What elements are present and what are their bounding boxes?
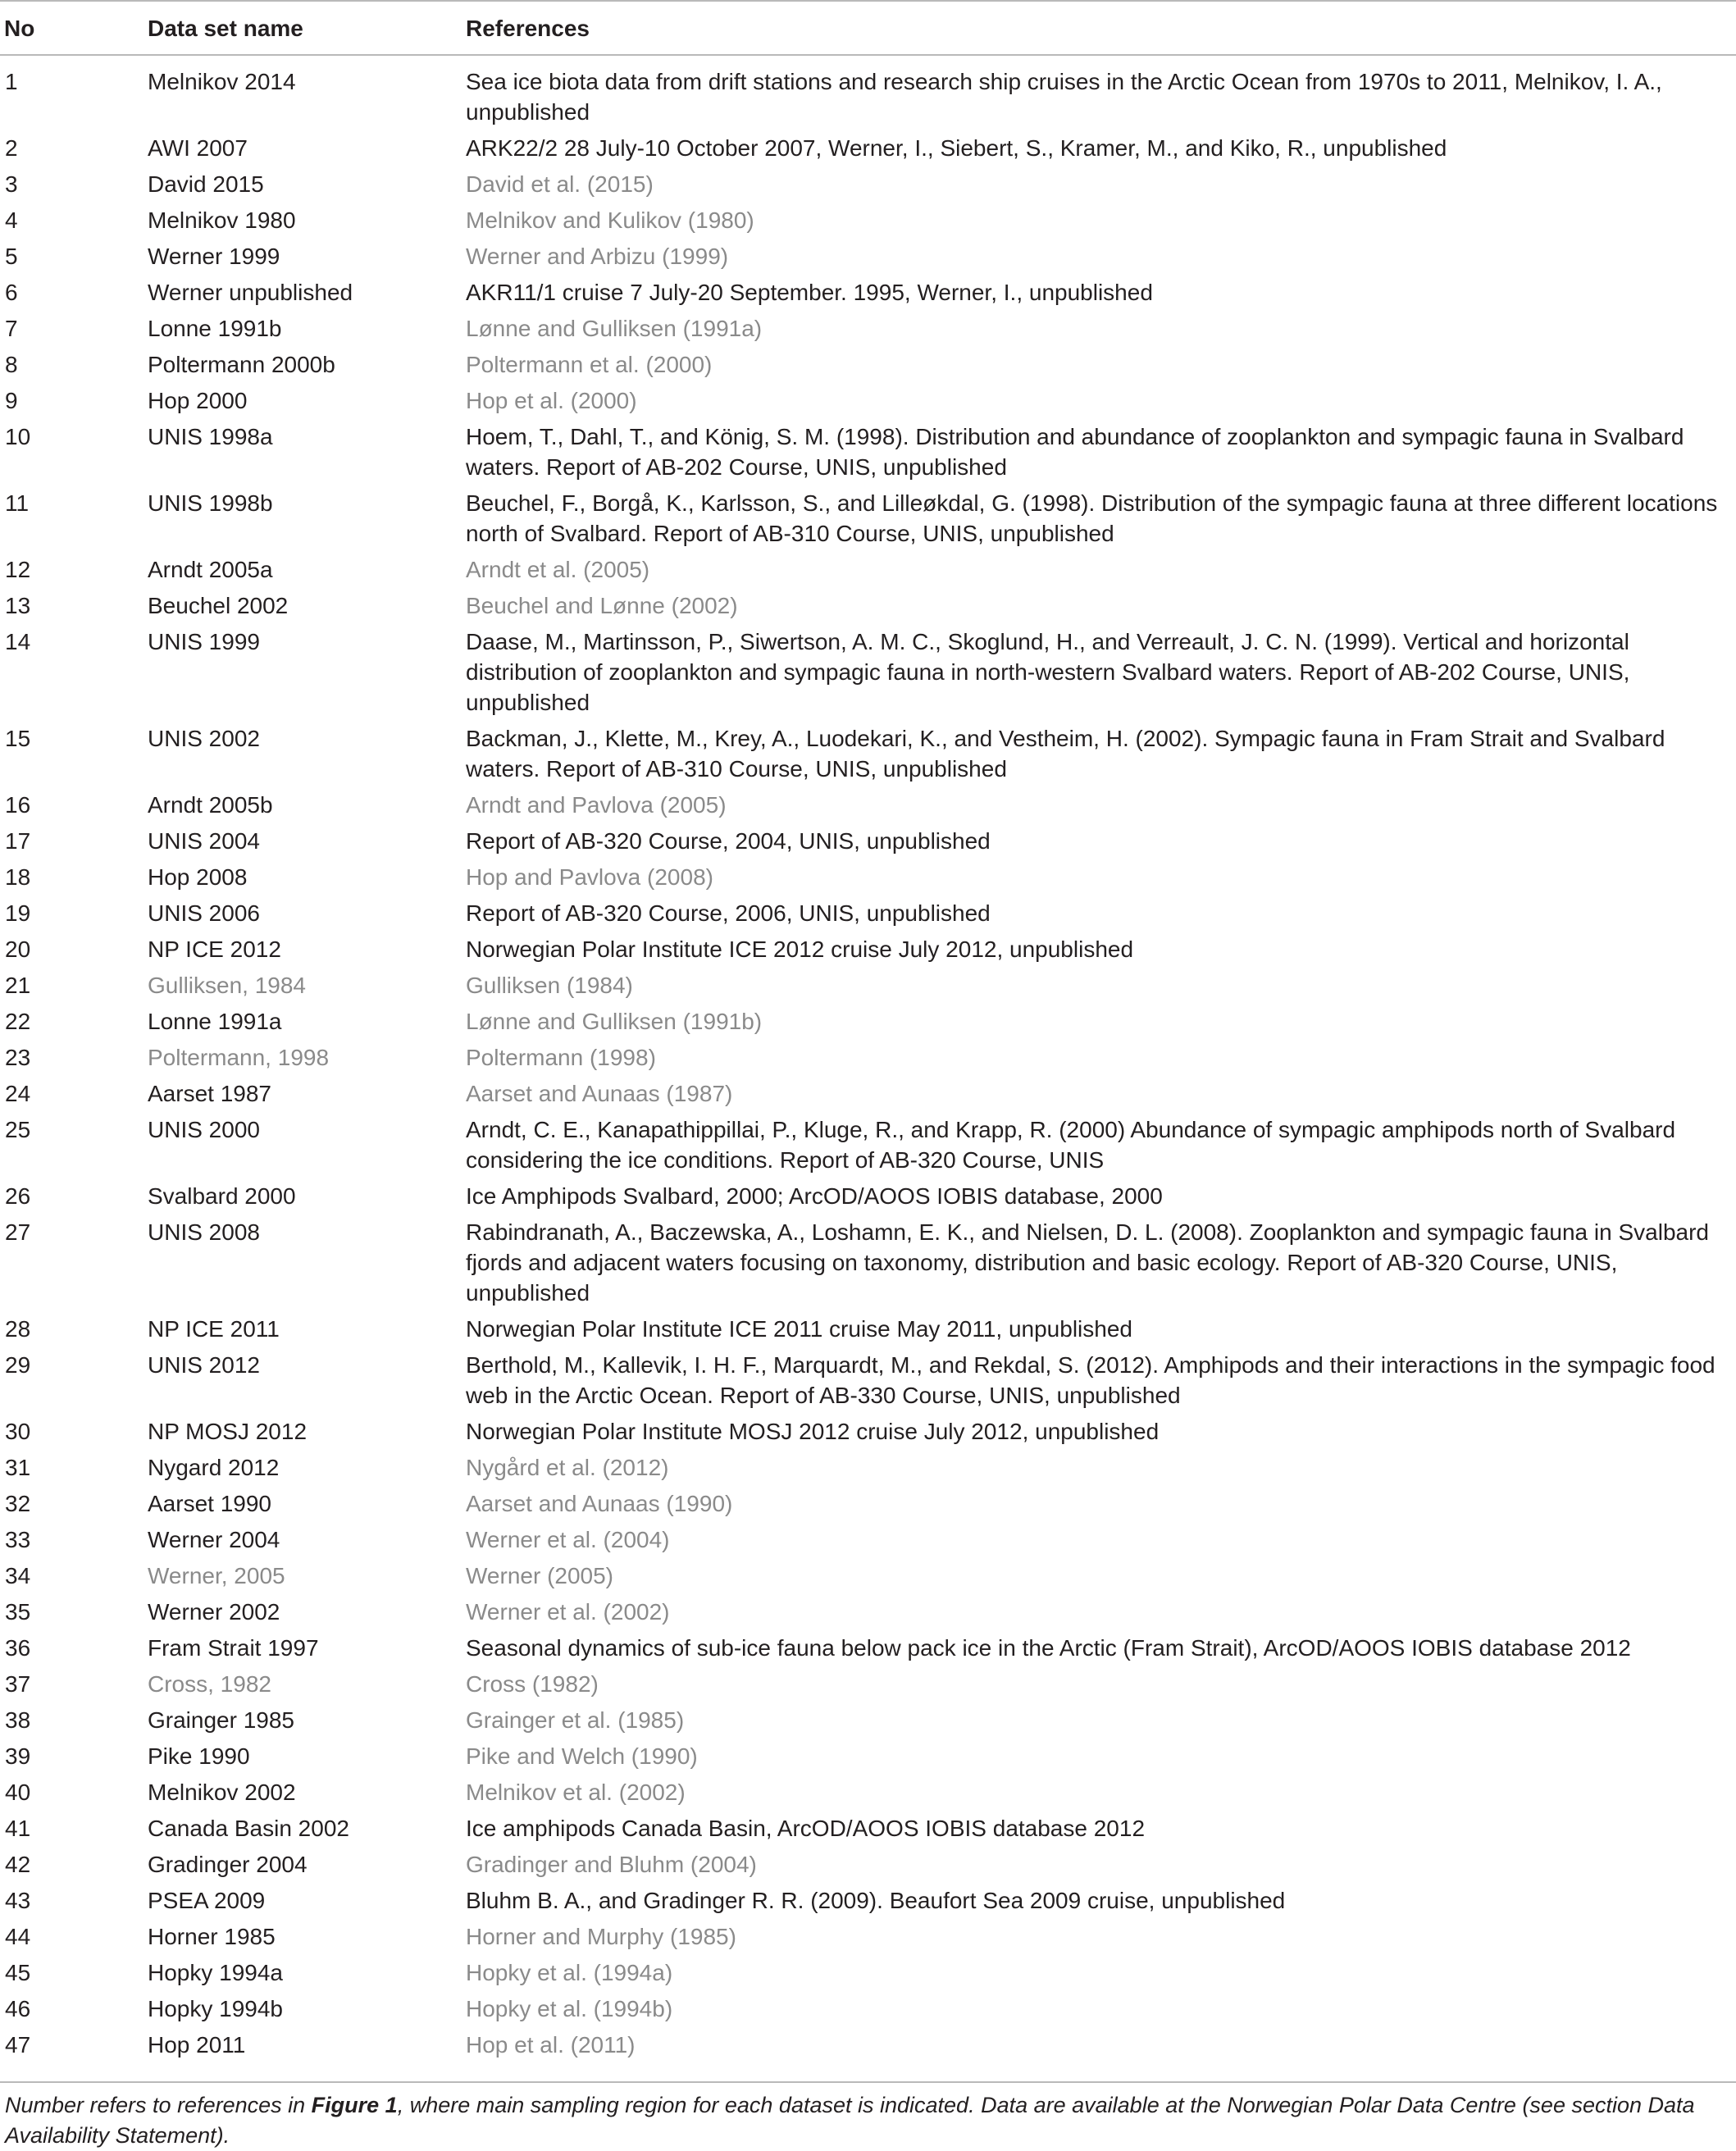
row-number: 11 — [5, 490, 30, 516]
reference-link[interactable]: Lønne and Gulliksen (1991b) — [466, 1009, 763, 1034]
reference-link[interactable]: Werner et al. (2004) — [466, 1527, 670, 1552]
row-number: 42 — [5, 1852, 31, 1877]
table-header-row — [0, 1, 1736, 55]
reference-text: Bluhm B. A., and Gradinger R. R. (2009). Beaufort Sea 2009 cruise, unpublished — [466, 1888, 1286, 1913]
row-number: 30 — [5, 1419, 31, 1444]
table-row — [0, 1175, 1736, 1211]
row-number: 7 — [5, 316, 18, 341]
table-row — [0, 1410, 1736, 1447]
dataset-name[interactable]: Poltermann, 1998 — [148, 1045, 330, 1070]
reference-link[interactable]: Melnikov et al. (2002) — [466, 1780, 686, 1805]
reference-text: Beuchel, F., Borgå, K., Karlsson, S., and Lilleøkdal, G. (1998). Distribution of the sympagic fauna at three different locations north of Svalbard. Report of AB-310 Course, UNIS, unpublished — [466, 490, 1718, 546]
row-number: 23 — [5, 1045, 31, 1070]
row-number: 41 — [5, 1816, 31, 1841]
header-no: No — [0, 1, 148, 55]
reference-text: Ice amphipods Canada Basin, ArcOD/AOOS IOBIS database 2012 — [466, 1816, 1146, 1841]
reference-text: Sea ice biota data from drift stations and research ship cruises in the Arctic Ocean from 1970s to 2011, Melnikov, I. A., unpublished — [466, 69, 1662, 125]
row-number: 40 — [5, 1780, 31, 1805]
table-row — [0, 271, 1736, 308]
row-number: 26 — [5, 1183, 31, 1209]
row-number: 13 — [5, 593, 31, 618]
dataset-name: Werner 1999 — [148, 244, 280, 269]
dataset-name: Melnikov 2002 — [148, 1780, 296, 1805]
dataset-name: UNIS 2012 — [148, 1352, 260, 1378]
reference-link[interactable]: Hopky et al. (1994a) — [466, 1960, 673, 1985]
table-row — [0, 1211, 1736, 1308]
dataset-name: Lonne 1991a — [148, 1009, 282, 1034]
table-row — [0, 892, 1736, 928]
dataset-name: Horner 1985 — [148, 1924, 276, 1949]
table-row — [0, 127, 1736, 163]
dataset-name: Canada Basin 2002 — [148, 1816, 349, 1841]
table-row — [0, 1555, 1736, 1591]
table-row — [0, 308, 1736, 344]
reference-text: Ice Amphipods Svalbard, 2000; ArcOD/AOOS IOBIS database, 2000 — [466, 1183, 1163, 1209]
reference-text: Seasonal dynamics of sub-ice fauna below pack ice in the Arctic (Fram Strait), ArcOD/AOOS IOBIS database 2012 — [466, 1635, 1631, 1661]
reference-link[interactable]: Nygård et al. (2012) — [466, 1455, 669, 1480]
dataset-name: UNIS 2006 — [148, 900, 260, 926]
row-number: 15 — [5, 726, 31, 751]
row-number: 27 — [5, 1219, 31, 1245]
dataset-name: Gradinger 2004 — [148, 1852, 308, 1877]
reference-link[interactable]: Aarset and Aunaas (1990) — [466, 1491, 733, 1516]
row-number: 4 — [5, 207, 18, 233]
table-row — [0, 856, 1736, 892]
dataset-name: UNIS 1999 — [148, 629, 260, 654]
row-number: 2 — [5, 135, 18, 161]
reference-link[interactable]: Poltermann (1998) — [466, 1045, 656, 1070]
row-number: 29 — [5, 1352, 31, 1378]
dataset-name[interactable]: Gulliksen, 1984 — [148, 973, 307, 998]
row-number: 37 — [5, 1671, 31, 1697]
reference-link[interactable]: Arndt and Pavlova (2005) — [466, 792, 727, 818]
table-row — [0, 2024, 1736, 2060]
reference-link[interactable]: Beuchel and Lønne (2002) — [466, 593, 738, 618]
table-row — [0, 964, 1736, 1000]
row-number: 32 — [5, 1491, 31, 1516]
row-number: 14 — [5, 629, 31, 654]
table-row — [0, 1447, 1736, 1483]
reference-text: Berthold, M., Kallevik, I. H. F., Marquardt, M., and Rekdal, S. (2012). Amphipods and their interactions in the sympagic food web in the Arctic Ocean. Report of AB-330 Course, UNIS, unpublished — [466, 1352, 1715, 1408]
reference-link[interactable]: Gulliksen (1984) — [466, 973, 633, 998]
table-row — [0, 1843, 1736, 1880]
table-footnote — [0, 2081, 1736, 2151]
reference-link[interactable]: Hop et al. (2000) — [466, 388, 637, 413]
reference-link[interactable]: Lønne and Gulliksen (1991a) — [466, 316, 763, 341]
row-number: 25 — [5, 1117, 31, 1142]
row-number: 21 — [5, 973, 31, 998]
table-row — [0, 1699, 1736, 1735]
table-row — [0, 1483, 1736, 1519]
table-row — [0, 416, 1736, 482]
table-row — [0, 55, 1736, 127]
reference-link[interactable]: Gradinger and Bluhm (2004) — [466, 1852, 757, 1877]
table-row — [0, 820, 1736, 856]
table-row — [0, 1308, 1736, 1344]
dataset-name: Nygard 2012 — [148, 1455, 280, 1480]
table-row — [0, 1591, 1736, 1627]
row-number: 9 — [5, 388, 18, 413]
row-number: 6 — [5, 280, 18, 305]
reference-link[interactable]: Pike and Welch (1990) — [466, 1743, 698, 1769]
row-number: 45 — [5, 1960, 31, 1985]
row-number: 44 — [5, 1924, 31, 1949]
row-number: 18 — [5, 864, 31, 890]
dataset-name: Lonne 1991b — [148, 316, 282, 341]
table-row — [0, 1519, 1736, 1555]
reference-text: Report of AB-320 Course, 2004, UNIS, unpublished — [466, 828, 991, 854]
dataset-name: UNIS 1998a — [148, 424, 273, 449]
row-number: 46 — [5, 1996, 31, 2021]
reference-link[interactable]: Poltermann et al. (2000) — [466, 352, 713, 377]
reference-text: Norwegian Polar Institute MOSJ 2012 cruise July 2012, unpublished — [466, 1419, 1160, 1444]
row-number: 20 — [5, 937, 31, 962]
table-row — [0, 1988, 1736, 2024]
dataset-name: Melnikov 2014 — [148, 69, 296, 94]
dataset-name: Arndt 2005b — [148, 792, 273, 818]
table-row — [0, 549, 1736, 585]
dataset-name: UNIS 2000 — [148, 1117, 260, 1142]
table-row — [0, 482, 1736, 549]
reference-text: Arndt, C. E., Kanapathippillai, P., Kluge, R., and Krapp, R. (2000) Abundance of sympagic amphipods north of Svalbard considering the ice conditions. Report of AB-320 Course, UNIS — [466, 1117, 1676, 1173]
dataset-name: Hopky 1994a — [148, 1960, 284, 1985]
reference-text: Norwegian Polar Institute ICE 2012 cruise July 2012, unpublished — [466, 937, 1134, 962]
table-row — [0, 163, 1736, 199]
dataset-name: David 2015 — [148, 171, 264, 197]
table-row — [0, 621, 1736, 718]
dataset-name[interactable]: Werner, 2005 — [148, 1563, 285, 1588]
header-dataset-name: Data set name — [148, 1, 466, 55]
row-number: 16 — [5, 792, 31, 818]
row-number: 19 — [5, 900, 31, 926]
reference-link[interactable]: David et al. (2015) — [466, 171, 654, 197]
reference-text: Hoem, T., Dahl, T., and König, S. M. (1998). Distribution and abundance of zooplankton and sympagic fauna in Svalbard waters. Report of AB-202 Course, UNIS, unpublished — [466, 424, 1684, 480]
dataset-name: Hop 2008 — [148, 864, 248, 890]
dataset-name: Werner 2004 — [148, 1527, 280, 1552]
dataset-name: Hop 2011 — [148, 2032, 246, 2058]
footnote-figure-link[interactable]: Figure 1 — [311, 2093, 398, 2117]
dataset-name: Aarset 1990 — [148, 1491, 271, 1516]
row-number: 28 — [5, 1316, 31, 1342]
dataset-name: Aarset 1987 — [148, 1081, 271, 1106]
row-number: 31 — [5, 1455, 31, 1480]
dataset-name: Melnikov 1980 — [148, 207, 296, 233]
row-number: 39 — [5, 1743, 31, 1769]
row-number: 8 — [5, 352, 18, 377]
row-number: 36 — [5, 1635, 31, 1661]
reference-text: Report of AB-320 Course, 2006, UNIS, unpublished — [466, 900, 991, 926]
dataset-name: PSEA 2009 — [148, 1888, 266, 1913]
table-row — [0, 1880, 1736, 1916]
row-number: 33 — [5, 1527, 31, 1552]
dataset-name: Werner unpublished — [148, 280, 353, 305]
reference-text: ARK22/2 28 July-10 October 2007, Werner, I., Siebert, S., Kramer, M., and Kiko, R., unpublished — [466, 135, 1447, 161]
table-row — [0, 1073, 1736, 1109]
table-row — [0, 1109, 1736, 1175]
reference-link[interactable]: Cross (1982) — [466, 1671, 599, 1697]
dataset-name: Arndt 2005a — [148, 557, 273, 582]
dataset-name: Beuchel 2002 — [148, 593, 289, 618]
table-row — [0, 1771, 1736, 1807]
table-row — [0, 344, 1736, 380]
reference-text: AKR11/1 cruise 7 July-20 September. 1995, Werner, I., unpublished — [466, 280, 1153, 305]
footnote-text-before: Number refers to references in — [5, 2093, 312, 2117]
table-row — [0, 1000, 1736, 1037]
row-number: 10 — [5, 424, 31, 449]
table-row — [0, 1627, 1736, 1663]
table-row — [0, 928, 1736, 964]
row-number: 17 — [5, 828, 31, 854]
reference-link[interactable]: Hop et al. (2011) — [466, 2032, 636, 2058]
dataset-name: UNIS 2008 — [148, 1219, 260, 1245]
row-number: 47 — [5, 2032, 31, 2058]
row-number: 24 — [5, 1081, 31, 1106]
reference-link[interactable]: Aarset and Aunaas (1987) — [466, 1081, 733, 1106]
row-number: 12 — [5, 557, 31, 582]
table-row — [0, 199, 1736, 235]
table-row — [0, 1952, 1736, 1988]
table-row — [0, 1916, 1736, 1952]
row-number: 38 — [5, 1707, 31, 1733]
dataset-name: Svalbard 2000 — [148, 1183, 296, 1209]
table-row — [0, 1344, 1736, 1410]
dataset-name: Werner 2002 — [148, 1599, 280, 1625]
table-row — [0, 1735, 1736, 1771]
reference-link[interactable]: Melnikov and Kulikov (1980) — [466, 207, 754, 233]
reference-link[interactable]: Horner and Murphy (1985) — [466, 1924, 736, 1949]
row-number: 34 — [5, 1563, 31, 1588]
row-number: 5 — [5, 244, 18, 269]
dataset-name: Grainger 1985 — [148, 1707, 295, 1733]
table-row — [0, 585, 1736, 621]
reference-link[interactable]: Arndt et al. (2005) — [466, 557, 650, 582]
header-references: References — [466, 1, 1736, 55]
table-row — [0, 1037, 1736, 1073]
dataset-name: Fram Strait 1997 — [148, 1635, 319, 1661]
dataset-name: UNIS 2002 — [148, 726, 260, 751]
dataset-name: Poltermann 2000b — [148, 352, 335, 377]
dataset-name: Pike 1990 — [148, 1743, 250, 1769]
reference-text: Rabindranath, A., Baczewska, A., Loshamn, E. K., and Nielsen, D. L. (2008). Zooplankton and sympagic fauna in Svalbard fjords and adjacent waters focusing on taxonomy, distribution and basic ecology. Report of AB-320 Course, UNIS, unpublished — [466, 1219, 1709, 1306]
row-number: 1 — [5, 69, 18, 94]
reference-text: Daase, M., Martinsson, P., Siwertson, A. M. C., Skoglund, H., and Verreault, J. C. N. (1999). Vertical and horizontal distribution of zooplankton and sympagic fauna in north-western Svalbard waters. Report of AB-202 Course, UNIS, unpublished — [466, 629, 1630, 715]
reference-link[interactable]: Hop and Pavlova (2008) — [466, 864, 713, 890]
reference-link[interactable]: Hopky et al. (1994b) — [466, 1996, 673, 2021]
row-number: 35 — [5, 1599, 31, 1625]
dataset-name: AWI 2007 — [148, 135, 248, 161]
table-row — [0, 1663, 1736, 1699]
row-number: 22 — [5, 1009, 31, 1034]
reference-link[interactable]: Werner and Arbizu (1999) — [466, 244, 729, 269]
table-row — [0, 784, 1736, 820]
dataset-name: UNIS 1998b — [148, 490, 273, 516]
reference-link[interactable]: Grainger et al. (1985) — [466, 1707, 685, 1733]
dataset-name: NP ICE 2011 — [148, 1316, 280, 1342]
table-row — [0, 235, 1736, 271]
dataset-name: Hop 2000 — [148, 388, 248, 413]
footnote-text-after: , where main sampling region for each dataset is indicated. Data are available at the Norwegian Polar Data Centre (see section Data Availability Statement). — [5, 2093, 1695, 2148]
dataset-name: NP MOSJ 2012 — [148, 1419, 308, 1444]
table-row — [0, 1807, 1736, 1843]
reference-link[interactable]: Werner (2005) — [466, 1563, 614, 1588]
reference-text: Norwegian Polar Institute ICE 2011 cruise May 2011, unpublished — [466, 1316, 1132, 1342]
dataset-name: Hopky 1994b — [148, 1996, 284, 2021]
dataset-name: UNIS 2004 — [148, 828, 260, 854]
dataset-name[interactable]: Cross, 1982 — [148, 1671, 271, 1697]
table-row — [0, 718, 1736, 784]
table-row — [0, 380, 1736, 416]
row-number: 3 — [5, 171, 18, 197]
reference-link[interactable]: Werner et al. (2002) — [466, 1599, 670, 1625]
table-body — [0, 55, 1736, 2060]
row-number: 43 — [5, 1888, 31, 1913]
dataset-name: NP ICE 2012 — [148, 937, 281, 962]
reference-text: Backman, J., Klette, M., Krey, A., Luodekari, K., and Vestheim, H. (2002). Sympagic fauna in Fram Strait and Svalbard waters. Report of AB-310 Course, UNIS, unpublished — [466, 726, 1665, 782]
